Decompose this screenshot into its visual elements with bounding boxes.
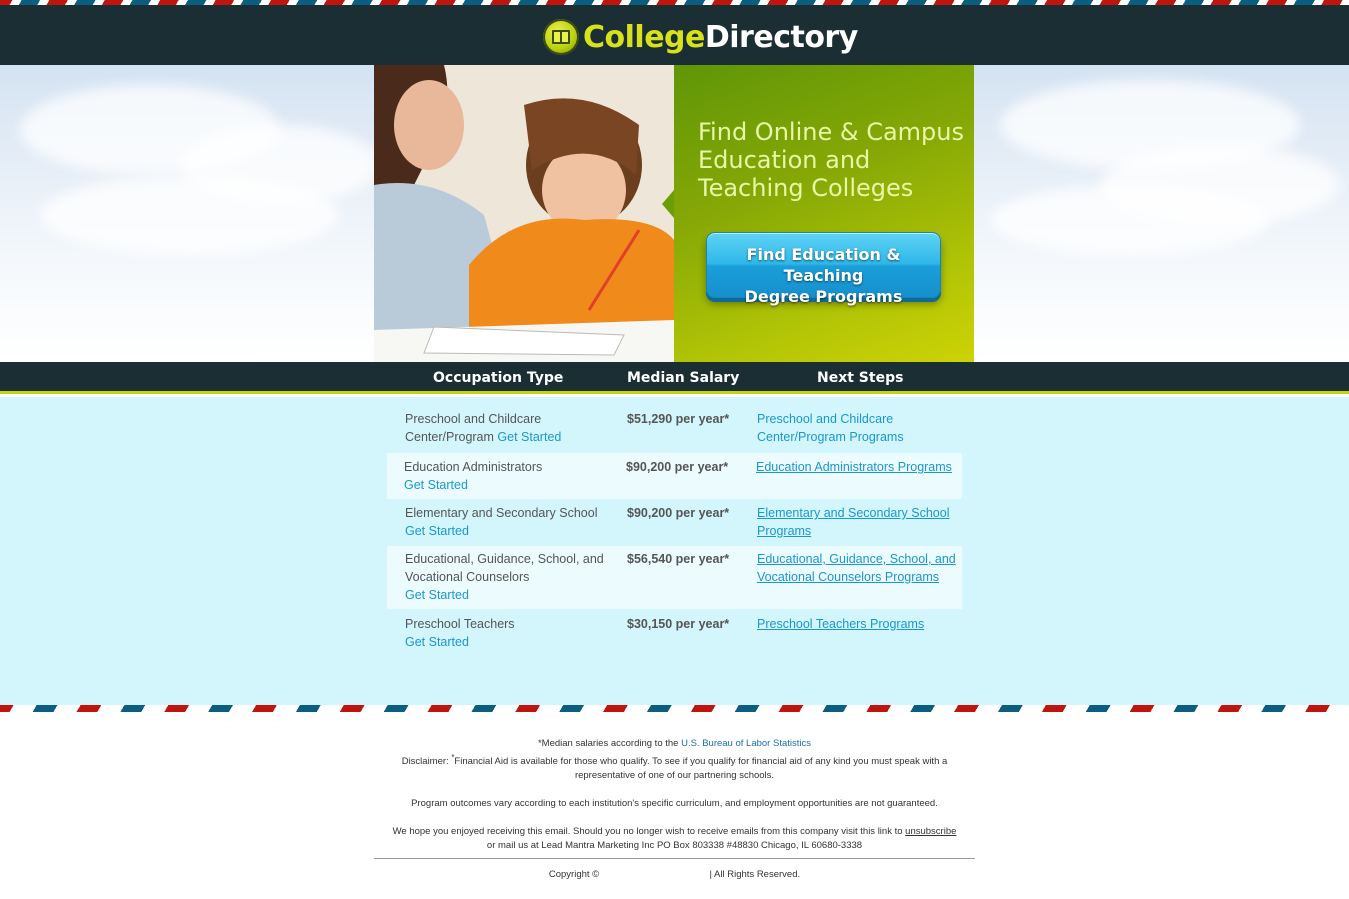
- logo-text-directory: Directory: [704, 19, 858, 55]
- outcomes-note: Program outcomes vary according to each institution's specific curriculum, and employment opportunities are not guaranteed.: [411, 798, 938, 810]
- cta-line-1: Find Education & Teaching: [746, 245, 901, 285]
- salary-cell: $90,200 per year*: [627, 506, 730, 520]
- college-directory-logo[interactable]: [543, 17, 858, 57]
- occupation-name: Preschool and Childcare Center/Program: [405, 412, 542, 444]
- hero-green-panel: [674, 65, 974, 362]
- cta-line-2: Degree Programs: [744, 287, 903, 306]
- copyright-line: Copyright © | All Rights Reserved.: [548, 869, 801, 881]
- programs-link[interactable]: Elementary and Secondary School Programs: [757, 506, 950, 538]
- footer: [374, 737, 975, 882]
- programs-link[interactable]: Preschool and Childcare Center/Program Programs: [757, 412, 904, 444]
- occupation-name: Elementary and Secondary School: [405, 506, 598, 520]
- table-row: [387, 504, 962, 544]
- programs-link[interactable]: Education Administrators Programs: [756, 460, 952, 474]
- table-row: [387, 453, 962, 499]
- occupation-name: Educational, Guidance, School, and Vocational Counselors: [405, 552, 604, 584]
- salary-cell: $56,540 per year*: [627, 552, 730, 566]
- table-header: [0, 362, 1349, 394]
- book-icon: [543, 19, 579, 55]
- unsubscribe-link[interactable]: unsubscribe: [905, 826, 957, 838]
- get-started-link[interactable]: Get Started: [497, 430, 562, 444]
- headline-line-3: Teaching Colleges: [698, 174, 914, 202]
- occupation-name: Preschool Teachers: [405, 617, 515, 631]
- occupation-table: [0, 397, 1349, 705]
- site-header: [0, 5, 1349, 65]
- airmail-stripes-bottom: [0, 705, 1349, 712]
- get-started-link[interactable]: Get Started: [405, 524, 469, 538]
- column-header-next-steps: Next Steps: [817, 370, 904, 386]
- salary-source-note: *Median salaries according to the U.S. Bureau of Labor Statistics: [537, 738, 811, 749]
- get-started-link[interactable]: Get Started: [405, 588, 469, 602]
- footer-divider: [374, 858, 975, 859]
- occupation-cell: [405, 410, 615, 446]
- hero-headline: [698, 118, 968, 202]
- bls-link[interactable]: U.S. Bureau of Labor Statistics: [681, 738, 811, 749]
- occupation-name: Education Administrators: [404, 460, 543, 474]
- headline-line-2: Education and: [698, 146, 871, 174]
- occupation-cell: [405, 615, 615, 651]
- next-steps-cell: [757, 410, 957, 446]
- teacher-and-student-photo: [374, 65, 674, 362]
- occupation-cell: [404, 458, 614, 494]
- next-steps-cell: [757, 504, 957, 540]
- find-programs-button[interactable]: [706, 232, 941, 306]
- get-started-link[interactable]: Get Started: [405, 635, 469, 649]
- panel-notch-arrow: [662, 190, 674, 218]
- salary-cell: $90,200 per year*: [626, 460, 729, 474]
- programs-link[interactable]: Preschool Teachers Programs: [757, 617, 925, 631]
- get-started-link[interactable]: Get Started: [404, 478, 468, 492]
- occupation-cell: [405, 504, 615, 540]
- salary-cell: $30,150 per year*: [627, 617, 730, 631]
- headline-line-1: Find Online & Campus: [698, 118, 964, 146]
- disclaimer: Disclaimer: *Financial Aid is available for those who qualify. To see if you qualify for financial aid of any kind you must speak with a representative of one of our partnering schools.: [401, 753, 948, 782]
- occupation-cell: [405, 550, 615, 604]
- logo-text-college: College: [583, 19, 705, 55]
- table-row: [387, 410, 962, 450]
- programs-link[interactable]: Educational, Guidance, School, and Vocational Counselors Programs: [757, 552, 956, 584]
- next-steps-cell: [756, 458, 956, 476]
- next-steps-cell: [757, 615, 957, 633]
- column-header-salary: Median Salary: [627, 370, 740, 386]
- salary-cell: $51,290 per year*: [627, 412, 730, 426]
- table-row: [387, 615, 962, 655]
- column-header-occupation: Occupation Type: [433, 370, 564, 386]
- table-row: [387, 546, 962, 609]
- unsubscribe-note: We hope you enjoyed receiving this email. Should you no longer wish to receive emails from this company visit this link to unsubscribe or mail us at Lead Mantra Marketing Inc PO Box 803338 #48830 Chicago, IL 60680-3338: [392, 826, 957, 852]
- next-steps-cell: [757, 550, 957, 586]
